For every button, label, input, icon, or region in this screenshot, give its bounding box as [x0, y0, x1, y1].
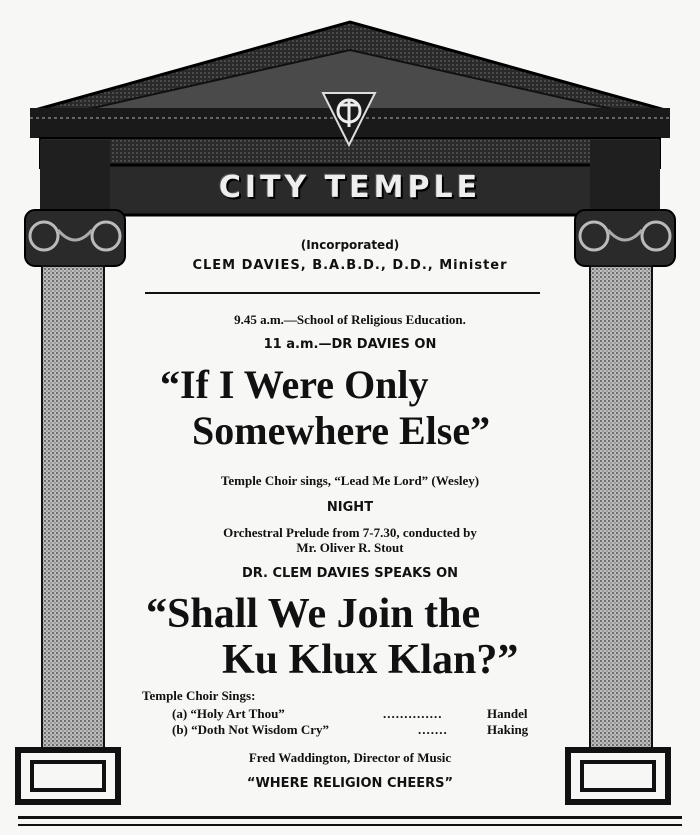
- night-title-line2: Ku Klux Klan?”: [222, 637, 519, 683]
- prelude-line2: Mr. Oliver R. Stout: [296, 540, 404, 555]
- left-capital: [25, 210, 125, 266]
- right-column: [590, 266, 652, 748]
- left-base: [18, 750, 118, 802]
- temple-name: CITY TEMPLE: [218, 170, 482, 205]
- song-dots: .......: [418, 722, 448, 737]
- sermon-intro: 11 a.m.—DR DAVIES ON: [263, 337, 437, 352]
- minister-line: CLEM DAVIES, B.A.B.D., D.D., Minister: [192, 258, 508, 273]
- prelude-line1: Orchestral Prelude from 7-7.30, conducted by: [223, 525, 477, 540]
- song-title: (b) “Doth Not Wisdom Cry”: [172, 722, 329, 737]
- song-composer: Handel: [487, 706, 528, 721]
- divider: [145, 292, 540, 294]
- night-choir-heading: Temple Choir Sings:: [142, 688, 256, 703]
- sermon-title-line1: “If I Were Only: [160, 362, 429, 407]
- song-dots: ..............: [383, 706, 443, 721]
- morning-choir: Temple Choir sings, “Lead Me Lord” (Wesley): [220, 473, 480, 488]
- school-line: 9.45 a.m.—School of Religious Education.: [234, 312, 466, 327]
- music-director: Fred Waddington, Director of Music: [248, 750, 452, 765]
- night-speaker: DR. CLEM DAVIES SPEAKS ON: [241, 566, 459, 581]
- right-base: [568, 750, 668, 802]
- sermon-title-line2: Somewhere Else”: [192, 408, 491, 453]
- temple-emblem-icon: [319, 87, 379, 147]
- left-column: [42, 266, 104, 748]
- announcement-body: [120, 236, 580, 273]
- right-capital: [575, 210, 675, 266]
- song-row: [172, 722, 329, 738]
- song-title: (a) “Holy Art Thou”: [172, 706, 285, 721]
- motto: “WHERE RELIGION CHEERS”: [246, 776, 454, 791]
- song-row: [172, 706, 285, 722]
- night-heading: NIGHT: [326, 500, 374, 515]
- night-title-line1: “Shall We Join the: [146, 591, 481, 637]
- incorporated-label: (Incorporated): [300, 238, 400, 252]
- song-composer: Haking: [487, 722, 529, 737]
